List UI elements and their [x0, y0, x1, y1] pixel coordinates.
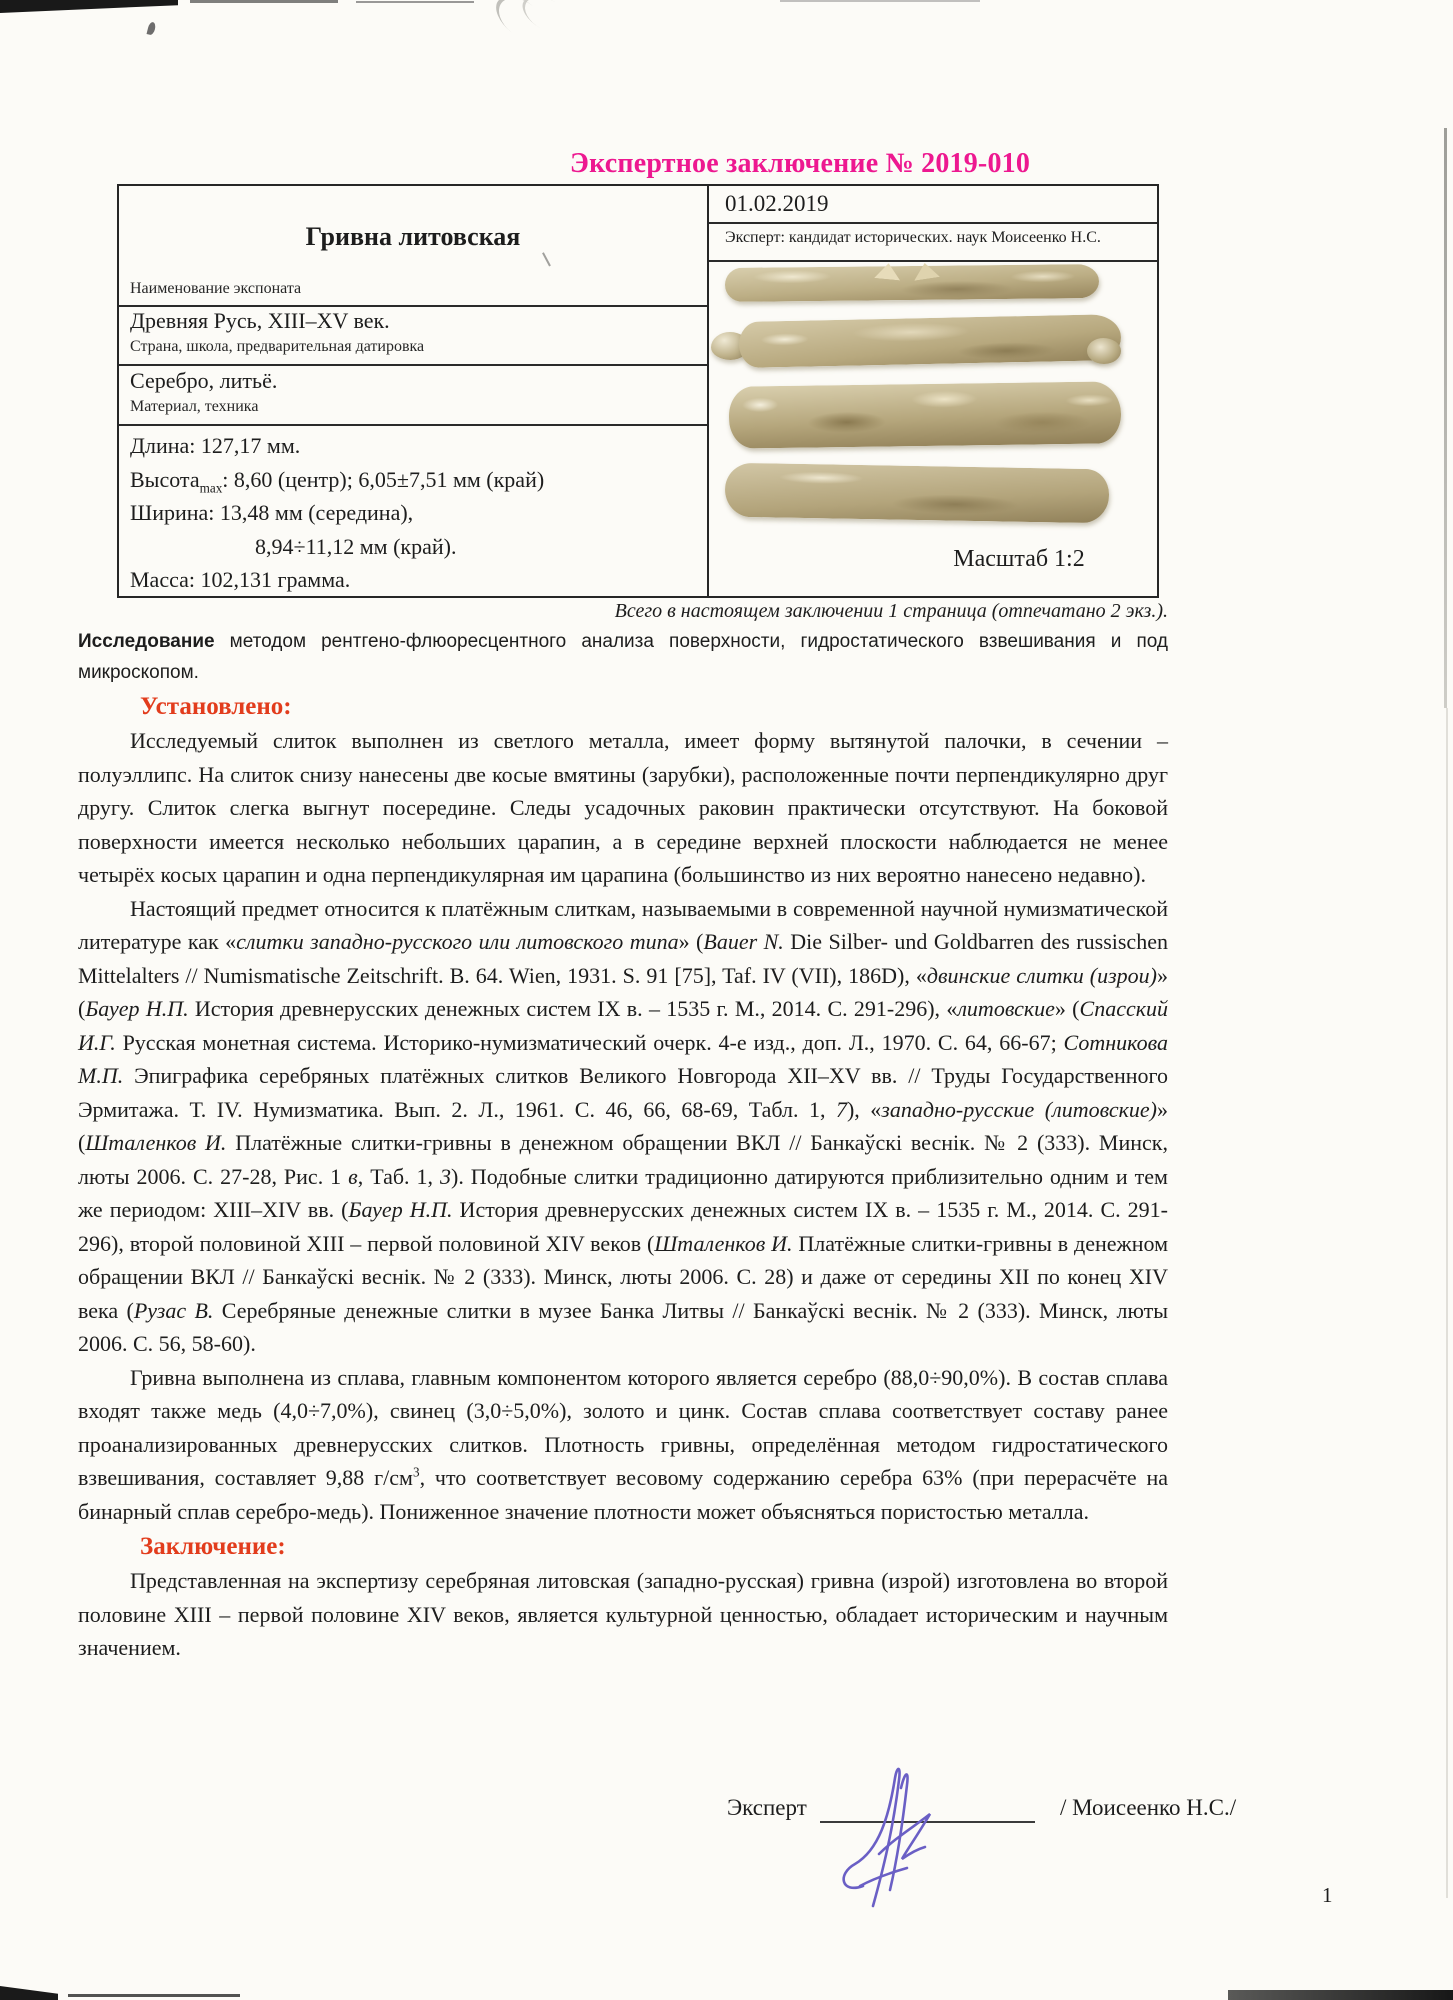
- dimension-width-1: Ширина: 13,48 мм (середина),: [130, 500, 414, 525]
- table-row-border: [709, 260, 1157, 262]
- copies-note: Всего в настоящем заключении 1 страница (отпечатано 2 экз.).: [614, 600, 1168, 622]
- exhibit-info-table: [117, 184, 1159, 598]
- scan-artifact-smudge-2: [516, 0, 579, 42]
- scan-artifact-bottom-line: [68, 1994, 240, 1997]
- expert-credentials: Эксперт: кандидат исторических. наук Моисеенко Н.С.: [725, 229, 1101, 246]
- paragraph-description: Исследуемый слиток выполнен из светлого металла, имеет форму вытянутой палочки, в сечении – полуэллипс. На слиток снизу нанесены две косые вмятины (зарубки), расположенные почти перпендикулярно друг другу. Слиток слегка выгнут посередине. Следы усадочных раковин практически отсутствуют. На боковой поверхности имеется несколько небольших царапин, а в середине верхней плоскости наблюдается не менее четырёх косых царапин и одна перпендикулярная им царапина (большинство из них вероятно нанесено недавно).: [78, 728, 1168, 887]
- dimension-length: Длина: 127,17 мм.: [130, 433, 301, 458]
- established-heading: Установлено:: [140, 693, 292, 720]
- scan-artifact-top-line-3: [780, 0, 980, 2]
- ingot-photo-top: [725, 264, 1099, 302]
- paragraph-composition: Гривна выполнена из сплава, главным компонентом которого является серебро (88,0÷90,0%). В состав сплава входят также медь (4,0÷7,0%), свинец (3,0÷5,0%), золото и цинк. Состав сплава соответствует составу ранее проанализированных древнерусских слитков. Плотность гривны, определённая методом гидростатического взвешивания, составляет 9,88 $г/см^3$, что соответствует весовому содержанию серебра 63% (при перерасчёте на бинарный сплав серебро-медь). Пониженное значение плотности может объясняться пористостью металла.: [78, 1364, 1168, 1524]
- ingot-fragment-right: [1087, 338, 1121, 364]
- expert-signature: [835, 1758, 965, 1918]
- exhibit-origin-label: Страна, школа, предварительная датировка: [130, 338, 425, 355]
- exhibit-origin: Древняя Русь, XIII–XV век.: [130, 308, 390, 333]
- dimension-width-2: 8,94÷11,12 мм (край).: [255, 533, 457, 559]
- scan-artifact-top-left: [0, 0, 178, 13]
- paragraph-conclusion: Представленная на экспертизу серебряная литовская (западно-русская) гривна (изрой) изготовлена во второй половине XIII – первой половине XIV веков, является культурной ценностью, обладает историческим и научным значением.: [78, 1568, 1168, 1660]
- scan-artifact-right-edge: [1444, 128, 1447, 708]
- method-statement: Исследование методом рентгено-флюоресцентного анализа поверхности, гидростатического взвешивания и под микроскопом.: [78, 631, 1168, 683]
- ingot-photo-bottom: [725, 463, 1110, 524]
- page-number: 1: [1322, 1883, 1333, 1907]
- scan-artifact-speck: [147, 21, 157, 35]
- ingot-photo-third: [729, 381, 1122, 448]
- document-title: Экспертное заключение № 2019-010: [569, 148, 1031, 179]
- exhibit-material: Серебро, литьё.: [130, 368, 278, 393]
- table-row-border: [119, 305, 707, 307]
- scan-artifact-top-line-2: [356, 1, 474, 3]
- scan-artifact-bottom-right: [1228, 1990, 1453, 2000]
- document-body: [78, 598, 1168, 1665]
- photo-scale-caption: Масштаб 1:2: [953, 546, 1085, 572]
- exhibit-material-label: Материал, техника: [130, 398, 259, 415]
- dimension-mass: Масса: 102,131 грамма.: [130, 567, 351, 592]
- table-row-border: [119, 424, 707, 426]
- scan-artifact-smudge: [488, 0, 556, 51]
- scan-artifact-right-edge-2: [1446, 708, 1448, 1898]
- signature-name: / Моисеенко Н.С./: [1060, 1795, 1237, 1820]
- expertise-date: 01.02.2019: [725, 191, 829, 216]
- ingot-photo-second: [739, 314, 1122, 368]
- conclusion-heading: Заключение:: [140, 1533, 286, 1560]
- exhibit-name-label: Наименование экспоната: [130, 280, 302, 297]
- table-row-border: [709, 222, 1157, 224]
- exhibit-dimensions: [130, 429, 700, 597]
- exhibit-name: Гривна литовская: [305, 222, 521, 251]
- dimension-height: Высота$_{max}$: 8,60 (центр); 6,05±7,51 мм (край): [130, 466, 545, 495]
- paragraph-classification: Настоящий предмет относится к платёжным слиткам, называемыми в современной научной нумизматической литературе как «слитки западно-русского или литовского типа» (Bauer N. Die Silber- und Goldbarren des russischen Mittelalters // Numismatische Zeitschrift. B. 64. Wien, 1931. S. 91 [75], Taf. IV (VII), 186D), «двинские слитки (изрои)» (Бауер Н.П. История древнерусских денежных систем IX в. – 1535 г. М., 2014. С. 291-296), «литовские» (Спасский И.Г. Русская монетная система. Историко-нумизматический очерк. 4-е изд., доп. Л., 1970. С. 64, 66-67; Сотникова М.П. Эпиграфика серебряных платёжных слитков Великого Новгорода XII–XV вв. // Труды Государственного Эрмитажа. Т. IV. Нумизматика. Вып. 2. Л., 1961. С. 46, 66, 68-69, Табл. 1, 7), «западно-русские (литовские)» (Шталенков И. Платёжные слитки-гривны в денежном обращении ВКЛ // Банкаўскі веснік. № 2 (333). Минск, люты 2006. С. 27-28, Рис. 1 в, Таб. 1, 3). Подобные слитки традиционно датируются приблизительно одним и тем же периодом: XIII–XIV вв. (Бауер Н.П. История древнерусских денежных систем IX в. – 1535 г. М., 2014. С. 291-296), второй половиной XIII – первой половиной XIV веков (Шталенков И. Платёжные слитки-гривны в денежном обращении ВКЛ // Банкаўскі веснік. № 2 (333). Минск, люты 2006. С. 28) и даже от середины XII по конец XIV века (Рузас В. Серебряные денежные слитки в музее Банка Литвы // Банкаўскі веснік. № 2 (333). Минск, люты 2006. С. 56, 58-60).: [78, 895, 1169, 1356]
- table-column-divider: [707, 186, 709, 596]
- table-row-border: [119, 364, 707, 366]
- signature-label: Эксперт: [727, 1795, 807, 1820]
- scan-artifact-top-line: [190, 0, 338, 3]
- scan-artifact-bottom-left: [0, 1986, 58, 2000]
